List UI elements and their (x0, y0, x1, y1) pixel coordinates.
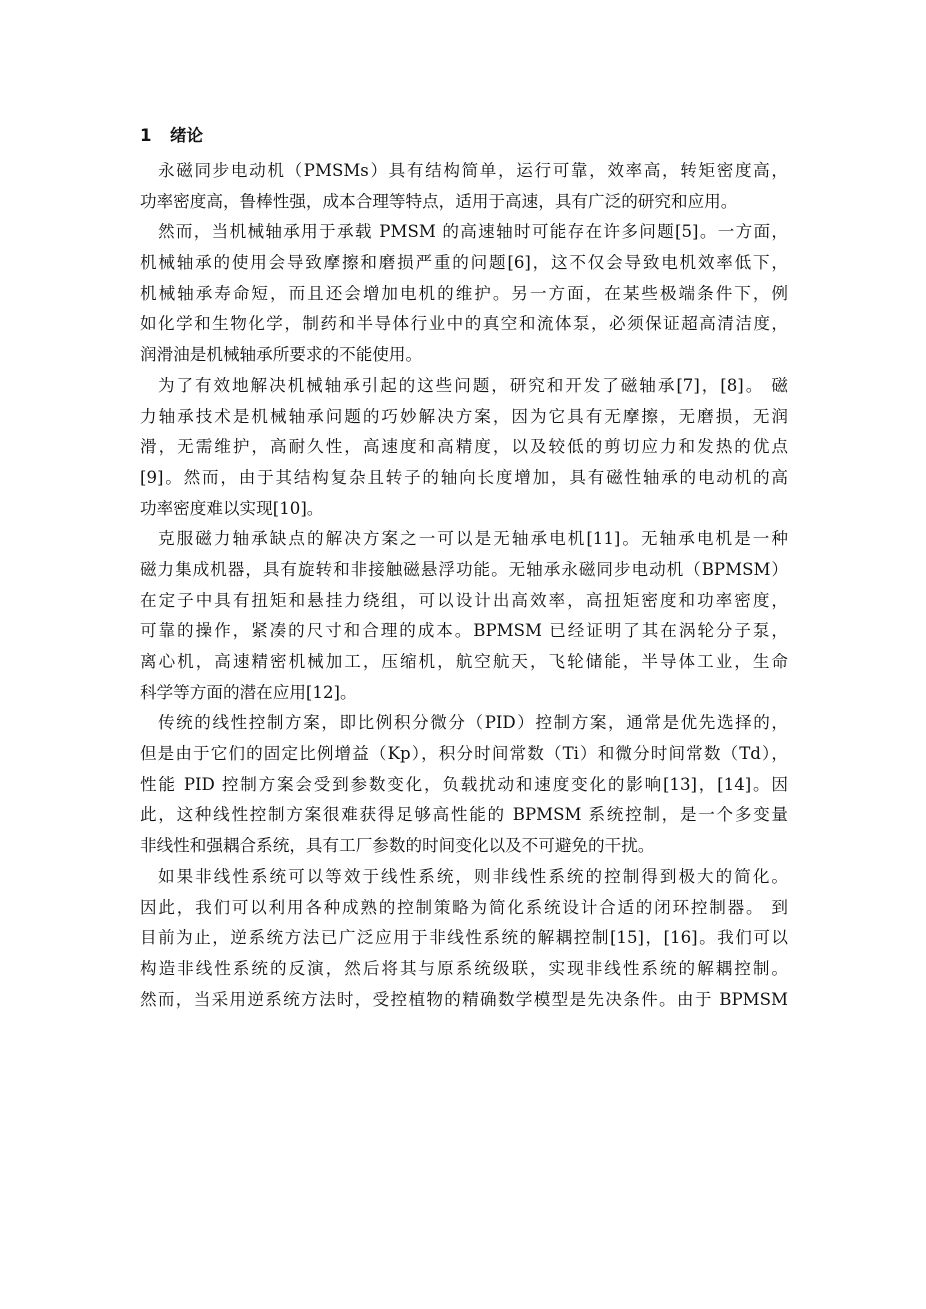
text-line: 润滑油是机械轴承所要求的不能使用。 (140, 345, 423, 365)
text-line: 功率密度难以实现[10]。 (140, 498, 324, 518)
text-line: 滑，无需维护，高耐久性，高速度和高精度，以及较低的剪切应力和发热的优点 (140, 437, 788, 457)
section-number: 1 (140, 126, 152, 145)
text-line: 非线性和强耦合系统，具有工厂参数的时间变化以及不可避免的干扰。 (140, 836, 655, 856)
paragraph (140, 524, 788, 708)
text-line: 传统的线性控制方案，即比例积分微分（PID）控制方案，通常是优先选择的， (158, 713, 788, 733)
text-line: 在定子中具有扭矩和悬挂力绕组，可以设计出高效率，高扭矩密度和功率密度， (140, 590, 788, 610)
text-line: 目前为止，逆系统方法已广泛应用于非线性系统的解耦控制[15]，[16]。我们可以 (140, 928, 788, 948)
text-line: 如果非线性系统可以等效于线性系统，则非线性系统的控制得到极大的简化。 (158, 866, 788, 886)
text-line: [9]。然而，由于其结构复杂且转子的轴向长度增加，具有磁性轴承的电动机的高 (140, 467, 788, 487)
paragraph-list (140, 156, 788, 1015)
text-line: 如化学和生物化学，制药和半导体行业中的真空和流体泵，必须保证超高清洁度， (140, 314, 788, 334)
text-line: 因此，我们可以利用各种成熟的控制策略为简化系统设计合适的闭环控制器。 到 (140, 897, 788, 917)
text-line: 构造非线性系统的反演，然后将其与原系统级联，实现非线性系统的解耦控制。 (140, 958, 788, 978)
paragraph (140, 862, 788, 1015)
paragraph (140, 156, 788, 217)
paragraph (140, 217, 788, 370)
text-line: 机械轴承的使用会导致摩擦和磨损严重的问题[6]，这不仅会导致电机效率低下， (140, 253, 788, 273)
text-line: 克服磁力轴承缺点的解决方案之一可以是无轴承电机[11]。无轴承电机是一种 (158, 529, 788, 549)
text-line: 为了有效地解决机械轴承引起的这些问题，研究和开发了磁轴承[7]，[8]。 磁 (158, 375, 788, 395)
text-line: 磁力集成机器，具有旋转和非接触磁悬浮功能。无轴承永磁同步电动机（BPMSM） (140, 559, 788, 579)
text-line: 性能 PID 控制方案会受到参数变化，负载扰动和速度变化的影响[13]，[14]。因 (140, 774, 788, 794)
text-line: 功率密度高，鲁棒性强，成本合理等特点，适用于高速，具有广泛的研究和应用。 (140, 191, 738, 211)
text-line: 离心机，高速精密机械加工，压缩机，航空航天，飞轮储能，半导体工业，生命 (140, 652, 788, 671)
paragraph (140, 708, 788, 861)
text-line: 科学等方面的潜在应用[12]。 (140, 682, 357, 702)
text-line: 然而，当采用逆系统方法时，受控植物的精确数学模型是先决条件。由于 BPMSM (140, 989, 788, 1009)
section-heading (140, 121, 788, 151)
text-line: 机械轴承寿命短，而且还会增加电机的维护。另一方面，在某些极端条件下，例 (140, 283, 788, 303)
section-title: 绪论 (170, 126, 203, 145)
text-line: 此，这种线性控制方案很难获得足够高性能的 BPMSM 系统控制，是一个多变量 (140, 805, 788, 825)
text-line: 力轴承技术是机械轴承问题的巧妙解决方案，因为它具有无摩擦，无磨损，无润 (140, 406, 788, 426)
paragraph (140, 371, 788, 524)
text-line: 可靠的操作，紧凑的尺寸和合理的成本。BPMSM 已经证明了其在涡轮分子泵， (140, 621, 788, 641)
text-line: 但是由于它们的固定比例增益（Kp），积分时间常数（Ti）和微分时间常数（Td）， (140, 744, 788, 764)
document-body (140, 121, 788, 1015)
text-line: 永磁同步电动机（PMSMs）具有结构简单，运行可靠，效率高，转矩密度高， (158, 161, 788, 180)
text-line: 然而，当机械轴承用于承载 PMSM 的高速轴时可能存在许多问题[5]。一方面， (158, 222, 788, 242)
